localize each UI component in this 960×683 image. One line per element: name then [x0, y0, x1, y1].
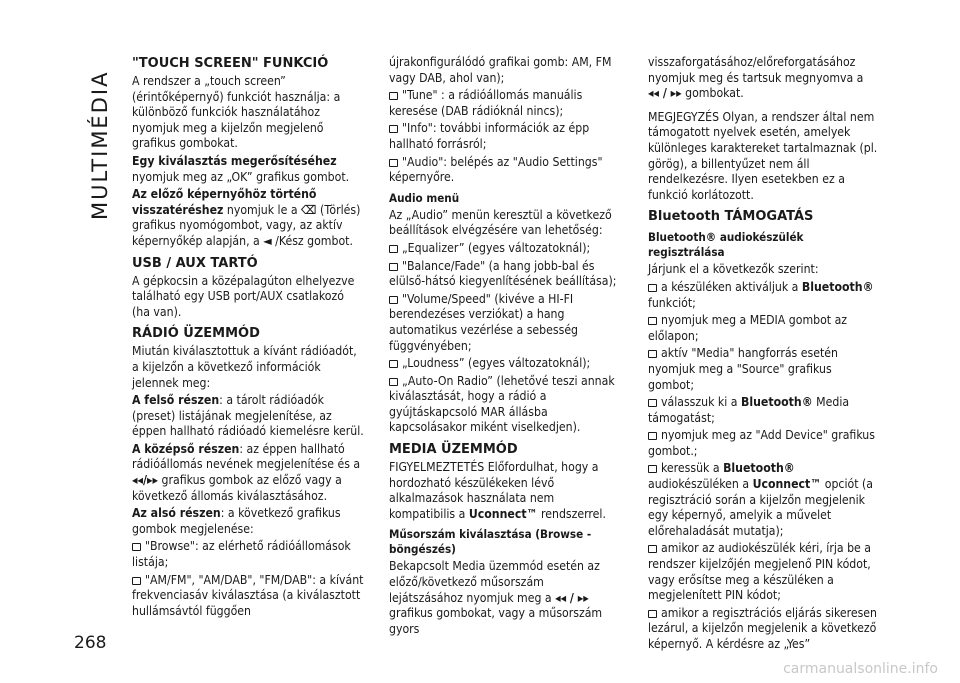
middle-part-paragraph — [132, 442, 364, 504]
track-text-b: grafikus gombokat, vagy a műsorszám gyors — [389, 606, 603, 636]
list-item — [648, 606, 880, 653]
list-item — [648, 346, 880, 393]
square-bullet-icon — [648, 432, 657, 440]
track-text-a: Bekapcsolt Media üzemmód esetén az előző/következő műsorszám lejátszásához nyomjuk meg a — [389, 559, 600, 605]
track-selection-paragraph — [389, 559, 621, 637]
upper-part-bold: A felső részen — [132, 393, 220, 408]
bt-step-8: amikor a regisztrációs eljárás sikeresen lezárul, a kijelzőn megjelenik a következő képernyő. A kérdésre az „Yes” — [648, 605, 878, 651]
bt-step-6-bold: Bluetooth® — [723, 461, 795, 476]
bt-step-6-a: keressük a — [661, 461, 724, 476]
bluetooth-intro: Járjunk el a következők szerint: — [648, 262, 819, 277]
square-bullet-icon — [648, 284, 657, 292]
upper-part-text: : a tárolt rádióadók (preset) listájának megjelenítése, az éppen hallható rádióadó kiemelésre kerül. — [132, 393, 364, 439]
previous-screen-text-b: (Törlés) grafikus nyomógombot, vagy, az aktív képernyőkép alapján, a — [132, 202, 361, 248]
prev-next-icon: ◂◂ / ▸▸ — [555, 590, 589, 605]
list-item — [648, 313, 880, 344]
tune-bullet-text: "Tune" : a rádióállomás manuális keresése (DAB rádióknál nincs); — [389, 88, 583, 118]
list-item — [648, 541, 880, 603]
confirm-bold: Egy kiválasztás megerősítéséhez — [132, 153, 337, 168]
prev-next-icon: ◂◂ / ▸▸ — [648, 86, 682, 101]
bt-step-7: amikor az audiokészülék kéri, írja be a rendszer kijelzőjén megjelenő PIN kódot, vagy erősítse meg a készüléken a megjelenített PIN kódot; — [648, 541, 871, 603]
confirm-paragraph — [132, 154, 364, 185]
square-bullet-icon — [648, 350, 657, 358]
bt-step-5: nyomjuk meg az "Add Device" grafikus gombot.; — [648, 428, 875, 458]
square-bullet-icon — [389, 92, 398, 100]
list-item — [389, 155, 621, 186]
lower-part-bold: Az alsó részen — [132, 506, 221, 521]
list-item — [389, 374, 621, 436]
list-item — [132, 573, 364, 620]
square-bullet-icon — [648, 317, 657, 325]
watermark: carmanualsonline.info — [783, 661, 938, 677]
touch-screen-heading: "TOUCH SCREEN" FUNKCIÓ — [132, 56, 329, 71]
previous-screen-text-a: nyomjuk le a — [223, 202, 302, 217]
page-number: 268 — [74, 633, 107, 653]
previous-screen-text-c: /Kész gombot. — [271, 233, 353, 248]
list-item — [389, 121, 621, 152]
radio-mode-paragraph: Miután kiválasztottuk a kívánt rádióadót, a kijelzőn a következő információk jelennek meg: — [132, 344, 357, 390]
column-1 — [132, 55, 364, 621]
section-title-vertical: MULTIMÉDIA — [88, 70, 112, 220]
info-bullet-text: "Info": további információk az épp hallható forrásról; — [389, 121, 590, 151]
touch-screen-paragraph: A rendszer a „touch screen” (érintőképernyő) funkciót használja: a különböző funkciók használatához nyomjuk meg a kijelzőn megjelenő grafikus gombokat. — [132, 74, 341, 151]
square-bullet-icon — [132, 543, 141, 551]
browse-bullet-text: "Browse": az elérhető rádióállomások listája; — [132, 539, 351, 570]
radio-mode-heading: RÁDIÓ ÜZEMMÓD — [132, 326, 260, 342]
continued-paragraph — [648, 55, 880, 102]
list-item — [389, 356, 621, 372]
square-bullet-icon — [389, 125, 398, 133]
list-item — [648, 280, 880, 311]
media-warning-end: rendszerrel. — [537, 506, 606, 521]
note-paragraph: MEGJEGYZÉS Olyan, a rendszer által nem támogatott nyelvek esetén, amelyek különleges karaktereket tartalmaznak (pl. görög), a billentyűzet nem áll rendelkezésre. Ilyen esetekben ez a funkció korlátozott. — [648, 109, 878, 202]
back-arrow-icon: ◄ — [263, 233, 272, 248]
bluetooth-heading: Bluetooth TÁMOGATÁS — [648, 209, 814, 225]
bt-step-3: aktív "Media" hangforrás esetén nyomjuk meg a "Source" grafikus gombot; — [648, 346, 838, 392]
bt-step-6-bold2: Uconnect™ — [752, 477, 822, 492]
usb-aux-paragraph: A gépkocsin a középalagúton elhelyezve található egy USB port/AUX csatlakozó (ha van). — [132, 273, 355, 319]
auto-on-bullet-text: „Auto-On Radio” (lehetővé teszi annak kiválasztását, hogy a rádió a gyújtáskapcsoló MAR állásba kapcsolásakor miként viselkedjen). — [389, 373, 615, 435]
square-bullet-icon — [648, 399, 657, 407]
confirm-text: nyomjuk meg az „OK” grafikus gombot. — [132, 169, 350, 184]
list-item — [648, 461, 880, 539]
previous-screen-bold: Az előző képernyőhöz történő visszatéréshez — [132, 187, 317, 217]
bt-step-1-a: a készüléken aktiváljuk a — [661, 279, 802, 294]
cont-text-b: gombokat. — [681, 86, 744, 101]
prev-next-icon: ◂◂/▸▸ — [132, 473, 159, 488]
list-item — [132, 539, 364, 570]
media-warning-text: FIGYELMEZTETÉS Előfordulhat, hogy a hordozható készülékeken lévő alkalmazások használata nem kompatibilis a — [389, 460, 599, 521]
equalizer-bullet-text: „Equalizer” (egyes változatoknál); — [402, 240, 591, 255]
bt-step-4-b: Media támogatást; — [648, 395, 850, 425]
square-bullet-icon — [648, 465, 657, 473]
media-warning-paragraph — [389, 460, 621, 522]
bluetooth-subheading: Bluetooth® audiokészülék regisztrálása — [648, 230, 804, 260]
list-item — [389, 259, 621, 290]
balance-bullet-text: "Balance/Fade" (a hang jobb-bal és elülső-hátsó kiegyenlítésének beállítása); — [389, 258, 617, 289]
bt-step-1-bold: Bluetooth® — [801, 279, 874, 294]
list-item — [389, 88, 621, 119]
lower-part-text: : a következő grafikus gombok megjelenése: — [132, 506, 341, 536]
list-item — [648, 428, 880, 459]
delete-icon: ⌫ — [301, 202, 317, 217]
square-bullet-icon — [389, 360, 398, 368]
middle-part-text-a: : az éppen hallható rádióállomás nevének megjelenítése és a — [132, 441, 361, 472]
bt-step-4-a: válasszuk ki a — [661, 395, 742, 410]
list-item — [389, 241, 621, 257]
audio-menu-paragraph: Az „Audio” menün keresztül a következő beállítások elvégzésére van lehetőség: — [389, 207, 612, 238]
square-bullet-icon — [132, 577, 141, 585]
cont-text-a: visszaforgatásához/előreforgatásához nyomjuk meg és tartsuk megnyomva a — [648, 55, 864, 85]
middle-part-bold: A középső részen — [132, 441, 240, 456]
list-item — [389, 292, 621, 354]
bt-step-1-b: funkciót; — [648, 295, 696, 310]
square-bullet-icon — [648, 545, 657, 553]
bt-step-4-bold: Bluetooth® — [741, 395, 813, 410]
loudness-bullet-text: „Loudness” (egyes változatoknál); — [402, 356, 591, 371]
volume-bullet-text: "Volume/Speed" (kivéve a HI-FI berendezéses verziókat) a hang automatikus vezérlése a sebesség függvényében; — [389, 291, 579, 353]
square-bullet-icon — [389, 263, 398, 271]
column-2 — [389, 55, 621, 639]
column-3 — [648, 55, 880, 655]
track-selection-heading: Műsorszám kiválasztása (Browse - böngészés) — [389, 527, 592, 557]
lower-part-paragraph — [132, 506, 364, 537]
square-bullet-icon — [389, 296, 398, 304]
audio-bullet-text: "Audio": belépés az "Audio Settings" képernyőre. — [389, 154, 603, 185]
square-bullet-icon — [648, 610, 657, 618]
square-bullet-icon — [389, 159, 398, 167]
continued-paragraph: újrakonfigurálódó grafikai gomb: AM, FM vagy DAB, ahol van); — [389, 55, 612, 85]
audio-menu-heading: Audio menü — [389, 190, 460, 205]
bt-step-6-c: opciót (a regisztráció során a kijelzőn megjelenik egy képernyő, amelyik a művelet előrehaladását mutatja); — [648, 477, 873, 538]
middle-part-text-b: grafikus gombok az előző vagy a következő állomás kiválasztásához. — [132, 473, 342, 503]
list-item — [648, 395, 880, 426]
band-bullet-text: "AM/FM", "AM/DAB", "FM/DAB": a kívánt frekvenciasáv kiválasztása (a kiválasztott hullámsávtól függően — [132, 572, 364, 618]
bt-step-2: nyomjuk meg a MEDIA gombot az előlapon; — [648, 313, 848, 343]
square-bullet-icon — [389, 378, 398, 386]
previous-screen-paragraph — [132, 187, 364, 249]
upper-part-paragraph — [132, 393, 364, 440]
media-mode-heading: MEDIA ÜZEMMÓD — [389, 442, 518, 458]
square-bullet-icon — [389, 245, 398, 253]
bt-step-6-b: audiokészüléken a — [648, 477, 753, 492]
uconnect-bold: Uconnect™ — [468, 506, 538, 521]
usb-aux-heading: USB / AUX TARTÓ — [132, 255, 258, 271]
